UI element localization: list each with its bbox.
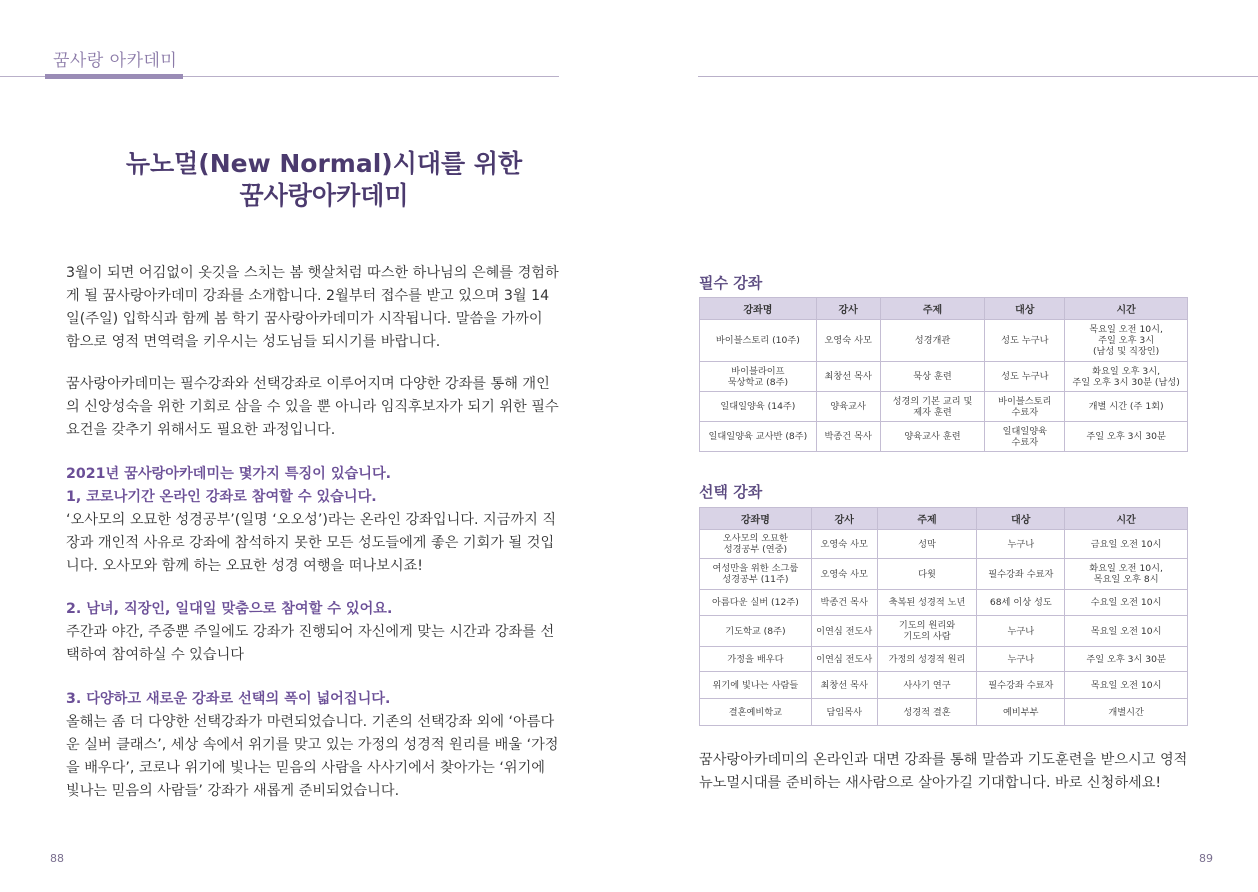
feature2-body: 주간과 야간, 주중뿐 주일에도 강좌가 진행되어 자신에게 맞는 시간과 강좌를 선택하여 참여하실 수 있습니다 [66,624,555,663]
table-cell: 일대일양육 (14주) [700,392,817,422]
closing-text: 꿈사랑아카데미의 온라인과 대면 강좌를 통해 말씀과 기도훈련을 받으시고 영적 뉴노멀시대를 준비하는 새사람으로 살아가길 기대합니다. 바로 신청하세요! [699,752,1188,791]
column-header: 대상 [985,298,1065,320]
table-cell: 위기에 빛나는 사람들 [700,672,812,699]
column-header: 대상 [977,508,1065,530]
table-cell: 성도 누구나 [985,320,1065,362]
intro-text: 3월이 되면 어김없이 옷깃을 스치는 봄 햇살처럼 따스한 하나님의 은혜를 경험하게 될 꿈사랑아카데미 강좌를 소개합니다. 2월부터 접수를 받고 있으며 3월 14일(주일) 입학식과 함께 봄 학기 꿈사랑아카데미가 시작됩니다. 말씀을 가까이 함으로 영적 면역력을 키우시는 성도님들 되시기를 바랍니다. [66,265,559,350]
column-header: 강좌명 [700,508,812,530]
table-header-row [700,298,1188,320]
table-cell: 여성만을 위한 소그룹 성경공부 (11주) [700,559,812,590]
intro-paragraph [66,262,560,354]
table-cell: 성경적 결혼 [877,699,977,726]
table-cell: 필수강좌 수료자 [977,672,1065,699]
required-heading: 필수 강좌 [699,274,763,292]
table-cell: 바이블스토리 수료자 [985,392,1065,422]
table-cell: 오영숙 사모 [816,320,880,362]
table-cell: 필수강좌 수료자 [977,559,1065,590]
table-cell: 누구나 [977,616,1065,647]
table-cell: 성경의 기본 교리 및 제자 훈련 [880,392,985,422]
table-cell: 개별 시간 (주 1회) [1065,392,1188,422]
table-row [700,590,1188,616]
features-heading: 2021년 꿈사랑아카데미는 몇가지 특징이 있습니다. [66,466,392,482]
feature1-body: ‘오사모의 오묘한 성경공부’(일명 ‘오오성’)라는 온라인 강좌입니다. 지금까지 직장과 개인적 사유로 강좌에 참석하지 못한 모든 성도들에게 좋은 기회가 될 것입니다. 오사모와 함께 하는 오묘한 성경 여행을 떠나보시죠! [66,512,557,574]
table-cell: 박종건 목사 [811,590,877,616]
table-cell: 바이블스토리 (10주) [700,320,817,362]
structure-paragraph [66,373,560,442]
page-number-right: 89 [1199,852,1213,865]
table-cell: 사사기 연구 [877,672,977,699]
closing-paragraph [699,749,1199,795]
feature3-body: 올해는 좀 더 다양한 선택강좌가 마련되었습니다. 기존의 선택강좌 외에 ‘아름다운 실버 클래스’, 세상 속에서 위기를 맞고 있는 가정의 성경적 원리를 배울 ‘가정을 배우다’, 코로나 위기에 빛나는 믿음의 사람을 사사기에서 찾아가는 ‘위기에 빛나는 믿음의 사람들’ 강좌가 새롭게 준비되었습니다. [66,714,559,799]
column-header: 주제 [880,298,985,320]
table-cell: 누구나 [977,647,1065,672]
elective-table [699,507,1188,726]
table-cell: 양육교사 [816,392,880,422]
feature3-heading: 3. 다양하고 새로운 강좌로 선택의 폭이 넓어집니다. [66,691,391,707]
table-cell: 이연심 전도사 [811,647,877,672]
table-cell: 기도학교 (8주) [700,616,812,647]
table-cell: 일대일양육 수료자 [985,422,1065,452]
title-line2: 꿈사랑아카데미 [239,181,409,210]
table-row [700,616,1188,647]
table-cell: 화요일 오전 10시, 목요일 오후 8시 [1065,559,1188,590]
table-header-row [700,508,1188,530]
table-row [700,392,1188,422]
table-cell: 누구나 [977,530,1065,559]
column-header: 주제 [877,508,977,530]
table-row [700,362,1188,392]
table-row [700,559,1188,590]
header-rule-accent [45,74,183,79]
table-row [700,320,1188,362]
table-cell: 다윗 [877,559,977,590]
table-cell: 박종건 목사 [816,422,880,452]
feature1-heading: 1, 코로나기간 온라인 강좌로 참여할 수 있습니다. [66,489,377,505]
table-cell: 이연심 전도사 [811,616,877,647]
table-cell: 성경개관 [880,320,985,362]
table-cell: 목요일 오전 10시 [1065,616,1188,647]
column-header: 강사 [811,508,877,530]
section-label: 꿈사랑 아카데미 [53,51,178,71]
column-header: 강좌명 [700,298,817,320]
column-header: 시간 [1065,508,1188,530]
title-line1: 뉴노멀(New Normal)시대를 위한 [125,149,523,178]
table-cell: 수요일 오전 10시 [1065,590,1188,616]
table-row [700,672,1188,699]
table-cell: 예비부부 [977,699,1065,726]
table-cell: 화요일 오후 3시, 주일 오후 3시 30분 (남성) [1065,362,1188,392]
page-title [64,148,584,212]
table-cell: 오영숙 사모 [811,530,877,559]
table-cell: 바이블라이프 묵상학교 (8주) [700,362,817,392]
table-cell: 성도 누구나 [985,362,1065,392]
table-cell: 가정의 성경적 원리 [877,647,977,672]
column-header: 시간 [1065,298,1188,320]
table-cell: 일대일양육 교사반 (8주) [700,422,817,452]
feature2-block [66,598,560,667]
elective-heading: 선택 강좌 [699,483,763,501]
table-cell: 양육교사 훈련 [880,422,985,452]
table-cell: 최창선 목사 [811,672,877,699]
table-cell: 가정을 배우다 [700,647,812,672]
table-cell: 개별시간 [1065,699,1188,726]
table-row [700,530,1188,559]
table-cell: 결혼예비학교 [700,699,812,726]
page-number-left: 88 [50,852,64,865]
table-row [700,647,1188,672]
table-cell: 주일 오후 3시 30분 [1065,647,1188,672]
table-cell: 금요일 오전 10시 [1065,530,1188,559]
table-cell: 목요일 오전 10시, 주일 오후 3시 (남성 및 직장인) [1065,320,1188,362]
required-table [699,297,1188,452]
table-row [700,699,1188,726]
table-row [700,422,1188,452]
features-block [66,463,560,578]
feature3-block [66,688,560,803]
table-cell: 성막 [877,530,977,559]
table-cell: 오영숙 사모 [811,559,877,590]
table-cell: 축복된 성경적 노년 [877,590,977,616]
table-cell: 담임목사 [811,699,877,726]
header-rule-right [698,76,1258,77]
structure-text: 꿈사랑아카데미는 필수강좌와 선택강좌로 이루어지며 다양한 강좌를 통해 개인의 신앙성숙을 위한 기회로 삼을 수 있을 뿐 아니라 임직후보자가 되기 위한 필수요건을 갖추기 위해서도 필요한 과정입니다. [66,376,559,438]
table-cell: 최창선 목사 [816,362,880,392]
table-cell: 목요일 오전 10시 [1065,672,1188,699]
feature2-heading: 2. 남녀, 직장인, 일대일 맞춤으로 참여할 수 있어요. [66,601,393,617]
table-cell: 기도의 원리와 기도의 사람 [877,616,977,647]
table-cell: 묵상 훈련 [880,362,985,392]
table-cell: 주일 오후 3시 30분 [1065,422,1188,452]
table-cell: 아름다운 실버 (12주) [700,590,812,616]
column-header: 강사 [816,298,880,320]
table-cell: 오사모의 오묘한 성경공부 (연중) [700,530,812,559]
table-cell: 68세 이상 성도 [977,590,1065,616]
